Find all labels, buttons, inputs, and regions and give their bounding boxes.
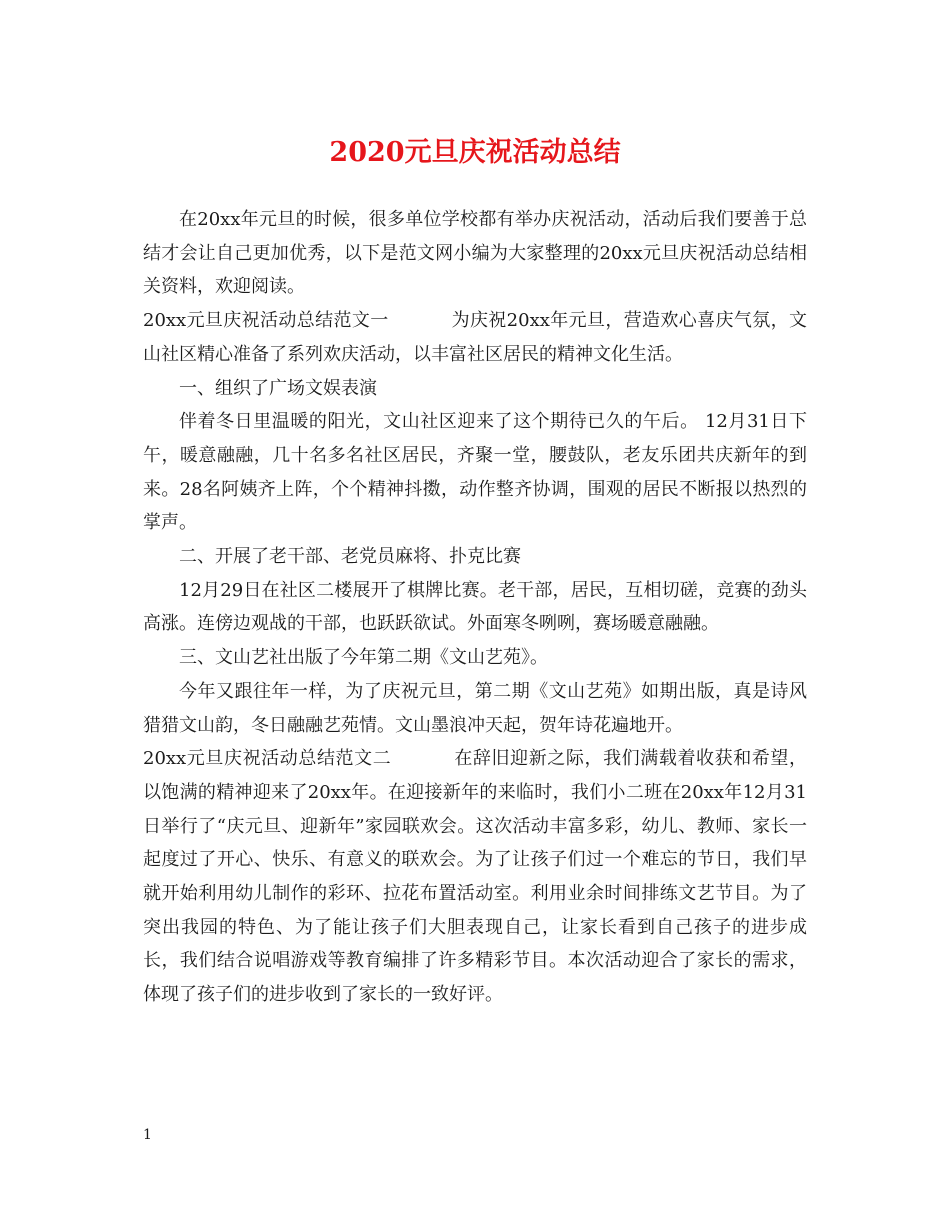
section3-paragraph: 今年又跟往年一样，为了庆祝元旦，第二期《文山艺苑》如期出版，真是诗风猎猎文山韵，冬日融融艺苑情。文山墨浪冲天起，贺年诗花遍地开。	[143, 680, 807, 736]
sample2-heading: 20xx元旦庆祝活动总结范文二	[143, 748, 392, 770]
sample2-text: 在辞旧迎新之际，我们满载着收获和希望，以饱满的精神迎来了20xx年。在迎接新年的来临时，我们小二班在20xx年12月31日举行了“庆元旦、迎新年”家园联欢会。这次活动丰富多彩，幼儿、教师、家长一起度过了开心、快乐、有意义的联欢会。为了让孩子们过一个难忘的节日，我们早就开始利用幼儿制作的彩环、拉花布置活动室。利用业余时间排练文艺节目。为了突出我园的特色、为了能让孩子们大胆表现自己，让家长看到自己孩子的进步成长，我们结合说唱游戏等教育编排了许多精彩节目。本次活动迎合了家长的需求，体现了孩子们的进步收到了家长的一致好评。	[143, 748, 807, 1006]
sample1-text: 为庆祝20xx年元旦，营造欢心喜庆气氛，文山社区精心准备了系列欢庆活动，以丰富社区居民的精神文化生活。	[143, 310, 807, 365]
section1-paragraph: 伴着冬日里温暖的阳光，文山社区迎来了这个期待已久的午后。 12月31日下午，暖意融融，几十名多名社区居民，齐聚一堂，腰鼓队，老友乐团共庆新年的到来。28名阿姨齐上阵，个个精神抖擞，动作整齐协调，围观的居民不断报以热烈的掌声。	[143, 411, 807, 534]
document-title: 2020元旦庆祝活动总结	[329, 137, 621, 168]
intro-paragraph: 在20xx年元旦的时候，很多单位学校都有举办庆祝活动，活动后我们要善于总结才会让自己更加优秀，以下是范文网小编为大家整理的20xx元旦庆祝活动总结相关资料，欢迎阅读。	[143, 209, 807, 298]
sample1-heading: 20xx元旦庆祝活动总结范文一	[143, 310, 389, 332]
section2-paragraph: 12月29日在社区二楼展开了棋牌比赛。老干部，居民，互相切磋，竞赛的劲头高涨。连傍边观战的干部，也跃跃欲试。外面寒冬咧咧，赛场暖意融融。	[143, 579, 807, 635]
section2-heading: 二、开展了老干部、老党员麻将、扑克比赛	[179, 546, 521, 568]
section3-heading: 三、文山艺社出版了今年第二期《文山艺苑》。	[179, 647, 548, 669]
document-body	[143, 203, 807, 1012]
sample1-paragraph	[143, 304, 807, 371]
section1-heading: 一、组织了广场文娱表演	[179, 377, 377, 399]
page-number: 1	[143, 1127, 152, 1143]
sample2-paragraph	[143, 742, 807, 1012]
